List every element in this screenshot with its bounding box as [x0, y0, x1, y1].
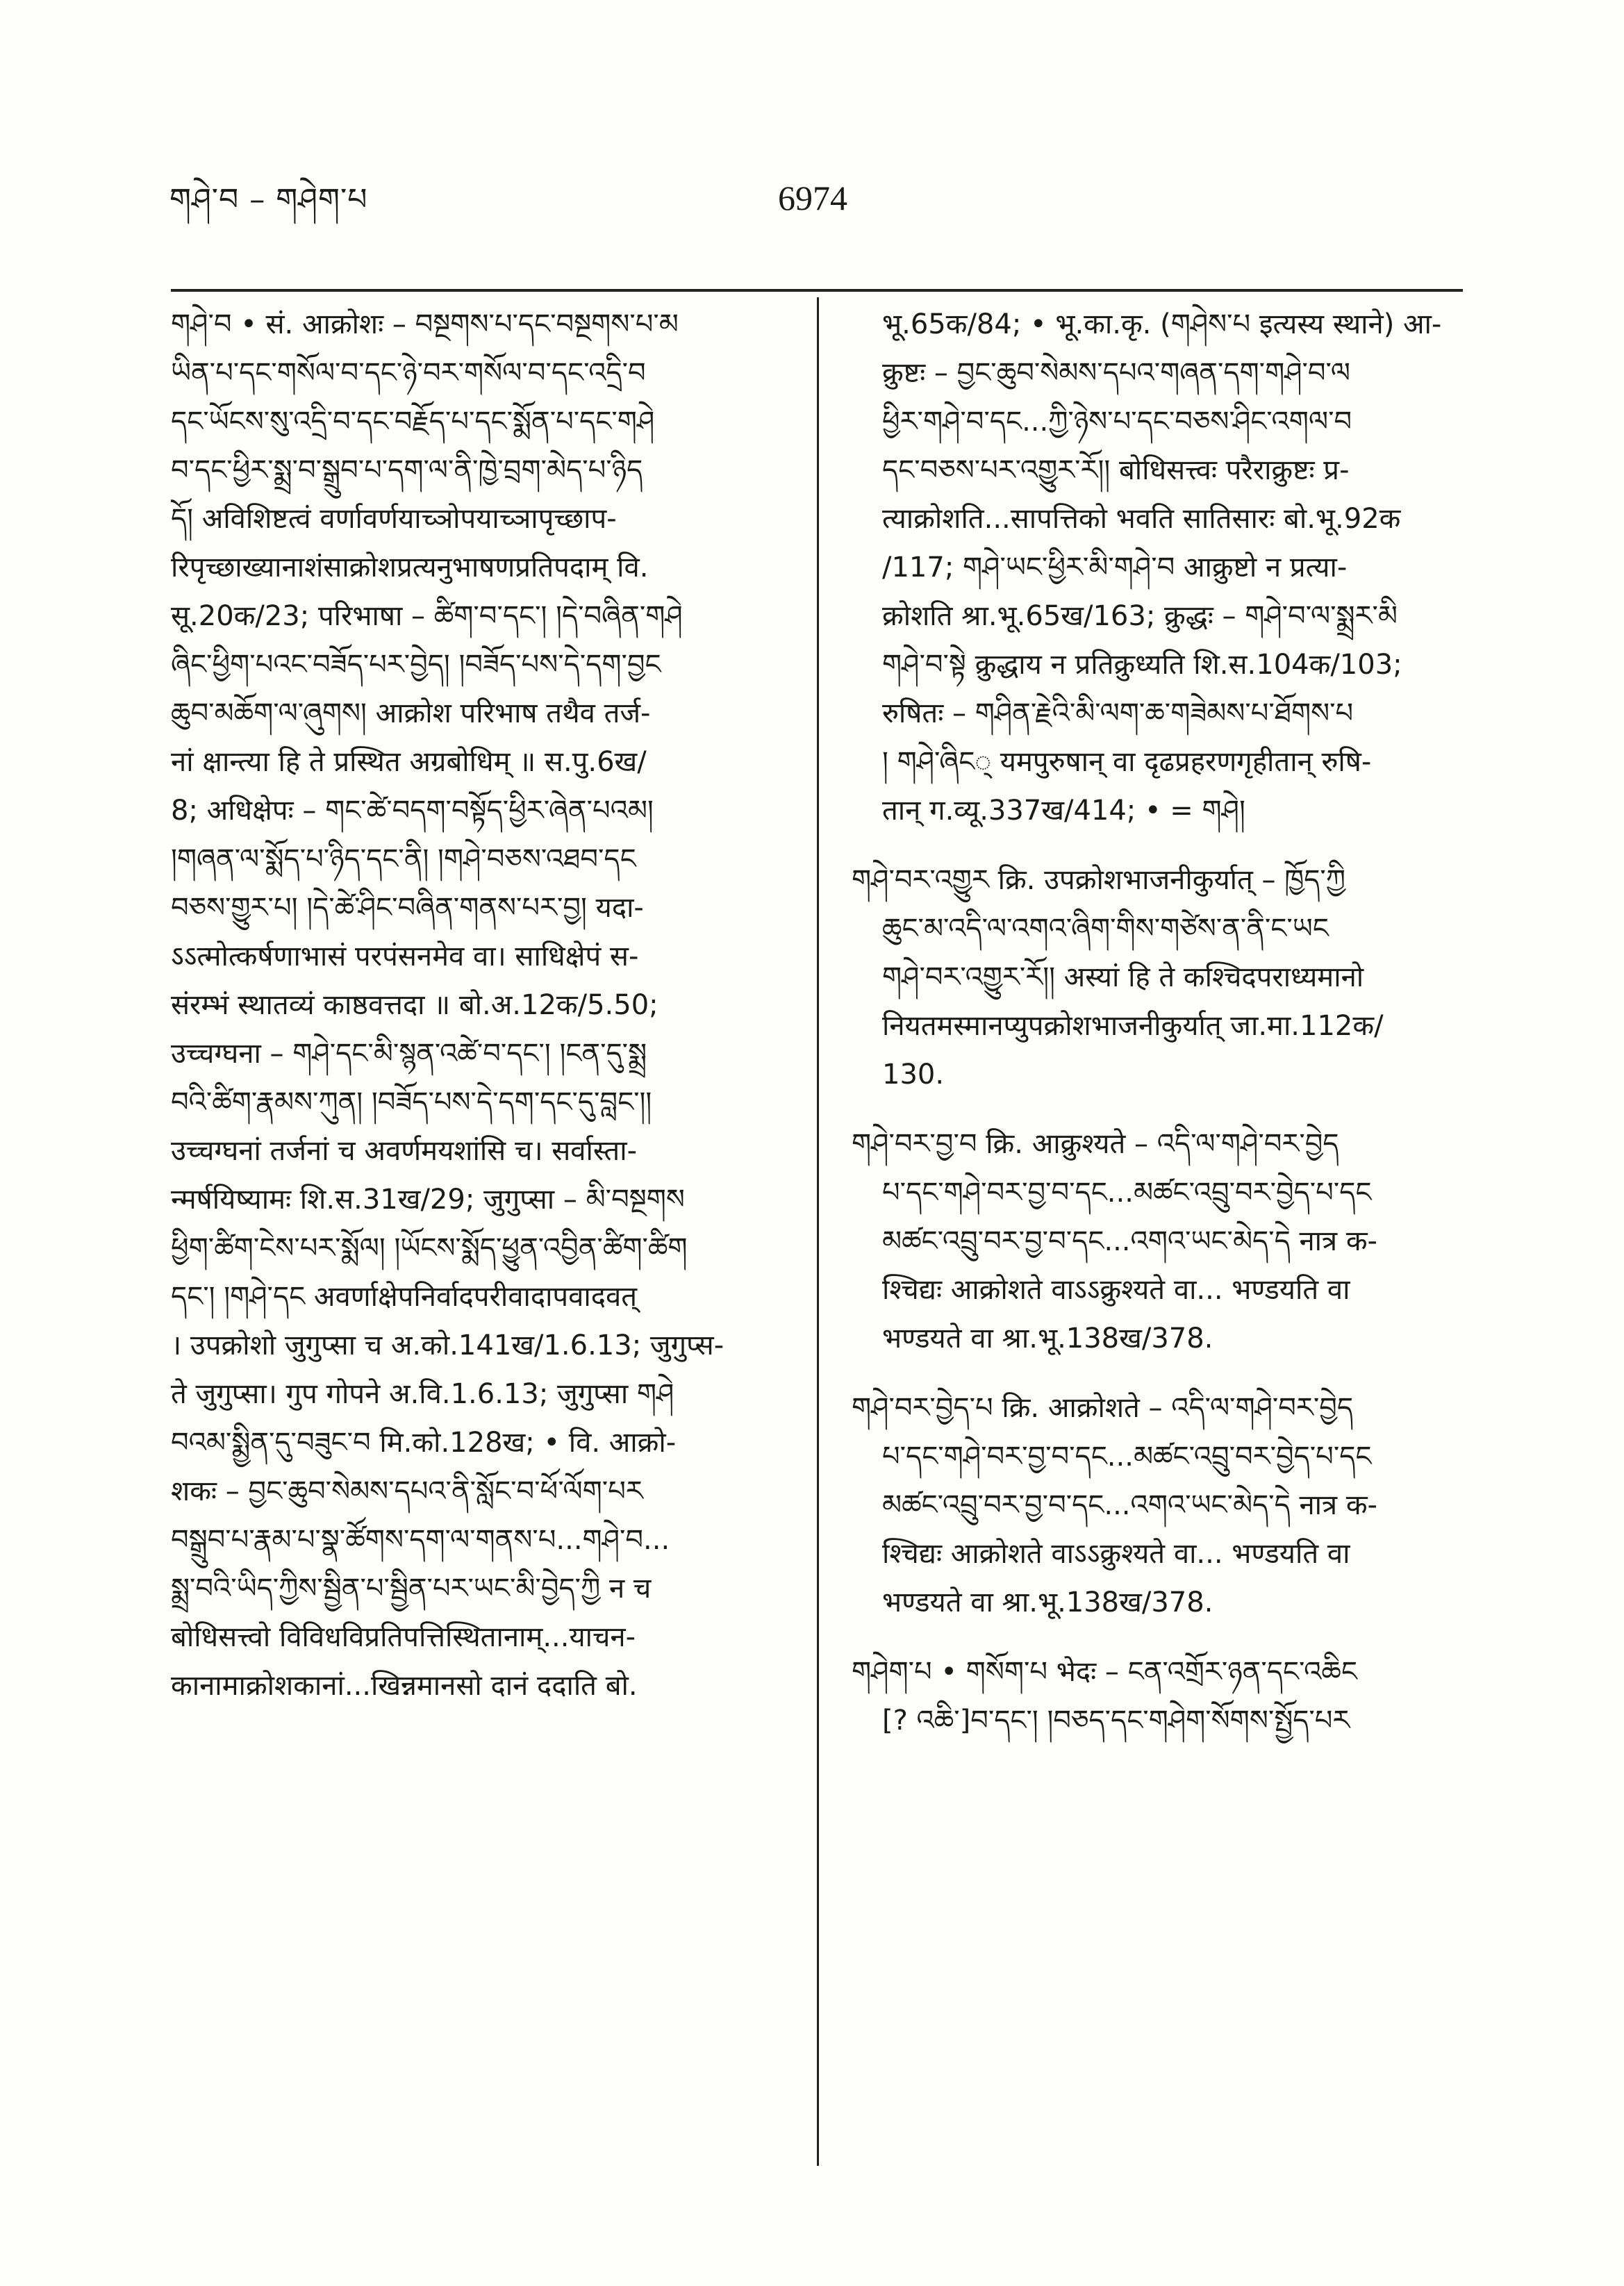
left-column-line: न्मर्षयिष्यामः शि.स.31ख/29; जुगुप्सा – མི་བསྔགས — [171, 1184, 685, 1216]
left-column-line: བ་དང་ཕྱིར་སྨྲ་བ་སྒྲུབ་པ་དག་ལ་ནི་ཁྱེ་བྲག་མེད་པ་ཉིད — [171, 454, 643, 486]
left-column-line: བཅས་གྱུར་པ། །དེ་ཚེ་ཤིང་བཞིན་གནས་པར་བྱ། यदा- — [171, 892, 644, 924]
right-column-line: क्रोशति श्रा.भू.65ख/163; क्रुद्धः – གཤེ་བ་ལ་སྨྲར་མི — [882, 600, 1398, 632]
left-column-line: །གཞན་ལ་སྨོད་པ་ཉིད་དང་ནི། །གཤེ་བཅས་འཐབ་དང — [171, 843, 636, 875]
left-column-line: शकः – བྱང་ཆུབ་སེམས་དཔའ་ནི་སློང་བ་ཕོ་ལོག་པར — [171, 1475, 643, 1507]
right-column-line: श्चिद्यः आक्रोशते वाऽऽक्रुश्यते वा... भण्डयति वा — [882, 1538, 1350, 1570]
left-column-line: संरम्भं स्थातव्यं काष्ठवत्तदा ॥ बो.अ.12क/5.50; — [171, 989, 658, 1021]
left-column-line: रिपृच्छाख्यानाशंसाक्रोशप्रत्यनुभाषणप्रतिपदाम् वि. — [171, 552, 649, 583]
right-column-line: མཚང་འབྲུ་བར་བྱ་བ་དང...འགའ་ཡང་མེད་དེ नात्र क- — [882, 1225, 1377, 1257]
right-column-line: ཆུང་མ་འདི་ལ་འགའ་ཞིག་གིས་གཙེས་ན་ནི་ང་ཡང — [882, 913, 1329, 945]
entry-gap — [852, 1099, 1449, 1120]
right-column-line: त्याक्रोशति...सापत्तिको भवति सातिसारः बो.भू.92क — [882, 503, 1401, 535]
left-column-line: उच्चग्घनां तर्जनां च अवर्णमयशांसि च। सर्वास्ता- — [171, 1135, 638, 1167]
left-column-line: བའམ་སྨྱིན་དུ་བཟུང་བ मि.को.128ख; • वि. आक्रो- — [171, 1427, 677, 1459]
right-column-line: གཤེ་བར་འགྱུར་རོ།། अस्यां हि ते कश्चिदपराध्यमानो — [882, 961, 1364, 993]
right-column-line: པ་དང་གཤེ་བར་བྱ་བ་དང...མཚང་འབྲུ་བར་བྱེད་པ་དང — [882, 1441, 1372, 1473]
right-column-line: [? འཆི་]བ་དང་། །བཅད་དང་གཤེག་སོགས་སྤྱོད་པར — [882, 1705, 1350, 1737]
left-column-line: དང་། །གཤེ་དང अवर्णाक्षेपनिर्वादपरीवादापवादवत् — [171, 1281, 638, 1313]
left-column-line: ཞིང་ཕྱིག་པའང་བཟོད་པར་བྱེད། །བཟོད་པས་དེ་དག་བྱང — [171, 649, 661, 681]
left-column-line: ཡིན་པ་དང་གསོལ་བ་དང་ཉེ་བར་གསོལ་བ་དང་འདྲི་བ — [171, 357, 646, 389]
right-column-line: གཤེ་བ་སྟེ क्रुद्धाय न प्रतिक्रुध्यति शि.स.104क/103; — [882, 649, 1402, 681]
right-column-line: པ་དང་གཤེ་བར་བྱ་བ་དང...མཚང་འབྲུ་བར་བྱེད་པ་དང — [882, 1177, 1372, 1209]
right-column-line: /117; གཤེ་ཡང་ཕྱིར་མི་གཤེ་བ आक्रुष्टो न प्रत्या- — [882, 552, 1348, 583]
left-column-line: གཤེ་བ • सं. आक्रोशः – བསྔགས་པ་དང་བསྔགས་པ་མ — [171, 308, 679, 340]
left-column-line: དོ། अविशिष्टत्वं वर्णावर्णयाच्ञोपयाच्ञापृच्छाप- — [171, 503, 617, 535]
right-column-line: रुषितः – གཤིན་རྗེའི་མི་ལག་ཆ་གཟེམས་པ་ཐོགས་པ — [882, 697, 1354, 729]
right-column-line: भण्डयते वा श्रा.भू.138ख/378. — [882, 1587, 1213, 1618]
right-column-line: भू.65क/84; • भू.का.कृ. (གཤེས་པ इत्यस्य स्थाने) आ- — [882, 308, 1442, 340]
running-head: གཤེ་བ – གཤེག་པ — [169, 182, 368, 217]
right-column-line: श्चिद्यः आक्रोशते वाऽऽक्रुश्यते वा... भण्डयति वा — [882, 1274, 1350, 1306]
page-number: 6974 — [778, 179, 847, 217]
header-rule — [171, 289, 1463, 292]
left-column-line: དང་ཡོངས་སུ་འདྲི་བ་དང་བརྗོད་པ་དང་སྨོན་པ་དང་གཤེ — [171, 406, 655, 438]
left-column-line: कानामाक्रोशकानां...खिन्नमानसो दानं ददाति बो. — [171, 1670, 638, 1702]
right-column-line: तान् ग.व्यू.337ख/414; • = གཤེ། — [882, 795, 1245, 827]
left-column-line: बोधिसत्त्वो विविधविप्रतिपत्तिस्थितानाम्...याचन- — [171, 1621, 636, 1653]
left-column-line: བའི་ཚིག་རྣམས་ཀུན། །བཟོད་པས་དེ་དག་དང་དུ་བླང་།། — [171, 1086, 652, 1118]
left-column-line: 8; अधिक्षेपः – གང་ཚེ་བདག་བསྟོད་ཕྱིར་ཞེན་པའམ། — [171, 795, 654, 827]
left-column-line: ཕྱིག་ཚིག་ངེས་པར་སྨོལ། །ཡོངས་སྨོད་ཕྱུན་འབྱིན་ཚིག་ཚིག — [171, 1232, 688, 1264]
right-column-line: भण्डयते वा श्रा.भू.138ख/378. — [882, 1323, 1213, 1355]
right-column-line: མཚང་འབྲུ་བར་བྱ་བ་དང...འགའ་ཡང་མེད་དེ नात्र क- — [882, 1489, 1377, 1521]
column-divider — [817, 297, 819, 2166]
left-column-line: སྨྲ་བའི་ཡིད་ཀྱིས་སྦྱིན་པ་སྦྱིན་པར་ཡང་མི་བྱེད་ཀྱི न च — [171, 1573, 652, 1605]
right-column-line: 130. — [882, 1059, 945, 1091]
right-column-line: ། གཤེ་ཞིང् यमपुरुषान् वा दृढप्रहरणगृहीतान् रुषि- — [882, 746, 1372, 778]
entry-headword-line: གཤེ་བར་བྱེད་པ क्रि. आक्रोशते – འདི་ལ་གཤེ་བར་བྱེད — [852, 1392, 1354, 1424]
left-column-line: བསྒྲུབ་པ་རྣམ་པ་སྣ་ཚོགས་དག་ལ་གནས་པ...གཤེ་བ... — [171, 1524, 670, 1556]
entry-headword-line: གཤེ་བར་འགྱུར क्रि. उपक्रोशभाजनीकुर्यात् – ཁྱོད་ཀྱི — [852, 864, 1345, 896]
entry-gap — [852, 835, 1449, 856]
left-column-line: उच्चग्घना – གཤེ་དང་མི་སྙན་འཚེ་བ་དང་། །ངན་དུ་སྨྲ — [171, 1038, 647, 1070]
left-column-line: ते जुगुप्सा। गुप गोपने अ.वि.1.6.13; जुगुप्सा གཤེ — [171, 1378, 674, 1410]
right-column-line: क्रुष्टः – བྱང་ཆུབ་སེམས་དཔའ་གཞན་དག་གཤེ་བ་ལ — [882, 357, 1350, 389]
entry-headword-line: གཤེ་བར་བྱ་བ क्रि. आक्रुश्यते – འདི་ལ་གཤེ་བར་བྱེད — [852, 1128, 1339, 1160]
left-column-line: सू.20क/23; परिभाषा – ཚིག་བ་དང་། །དེ་བཞིན་གཤེ — [171, 600, 683, 632]
left-column-line: ཆུབ་མཆོག་ལ་ཞུགས། आक्रोश परिभाष तथैव तर्ज- — [171, 697, 651, 729]
left-column-line: ऽऽत्मोत्कर्षणाभासं परपंसनमेव वा। साधिक्षेपं स- — [171, 941, 639, 972]
right-column-line: ཕྱིར་གཤེ་བ་དང...ཀྱི་ཉེས་པ་དང་བཅས་ཤིང་འགལ་བ — [882, 406, 1352, 438]
entry-headword-line: གཤེག་པ • གསོག་པ भेदः – ངན་འགྲོར་ཉན་དང་འཆིང — [852, 1656, 1357, 1688]
entry-gap — [852, 1363, 1449, 1384]
entry-gap — [852, 1627, 1449, 1648]
left-column-line: । उपक्रोशो जुगुप्सा च अ.को.141ख/1.6.13; जुगुप्स- — [171, 1330, 724, 1361]
left-column — [171, 300, 782, 1710]
right-column — [852, 300, 1449, 1745]
right-column-line: དང་བཅས་པར་འགྱུར་རོ།། बोधिसत्त्वः परैराक्रुष्टः प्र- — [882, 454, 1350, 486]
left-column-line: नां क्षान्त्या हि ते प्रस्थित अग्रबोधिम् ॥ स.पु.6ख/ — [171, 746, 647, 778]
right-column-line: नियतमस्मानप्युपक्रोशभाजनीकुर्यात् जा.मा.112क/ — [882, 1010, 1384, 1042]
